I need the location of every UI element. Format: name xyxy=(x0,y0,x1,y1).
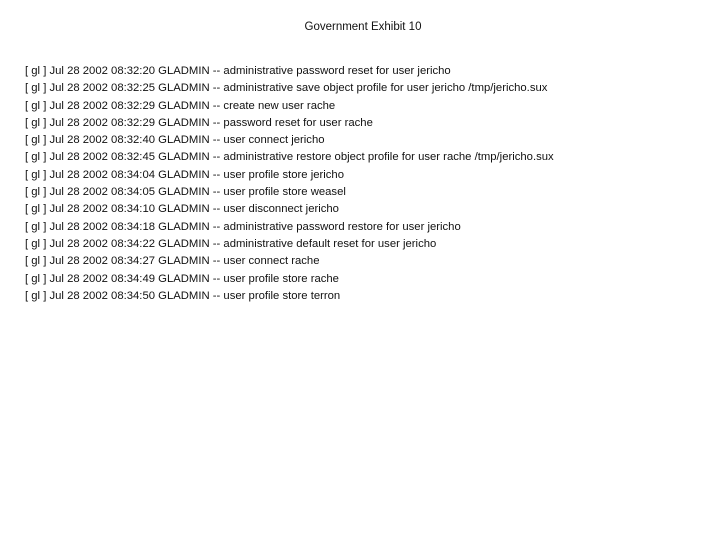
log-line: [ gl ] Jul 28 2002 08:32:29 GLADMIN -- password reset for user rache xyxy=(25,116,373,129)
exhibit-title: Government Exhibit 10 xyxy=(304,21,422,33)
log-line: [ gl ] Jul 28 2002 08:32:20 GLADMIN -- administrative password reset for user jericho xyxy=(25,65,451,77)
log-line: [ gl ] Jul 28 2002 08:34:22 GLADMIN -- administrative default reset for user jericho xyxy=(25,237,437,250)
log-line: [ gl ] Jul 28 2002 08:34:27 GLADMIN -- user connect rache xyxy=(25,255,320,268)
log-line: [ gl ] Jul 28 2002 08:34:49 GLADMIN -- user profile store rache xyxy=(25,272,339,285)
log-list xyxy=(25,63,554,305)
log-line: [ gl ] Jul 28 2002 08:34:50 GLADMIN -- user profile store terron xyxy=(25,289,341,302)
log-line: [ gl ] Jul 28 2002 08:34:04 GLADMIN -- user profile store jericho xyxy=(25,168,344,181)
log-line: [ gl ] Jul 28 2002 08:34:18 GLADMIN -- administrative password restore for user jericho xyxy=(25,220,461,233)
log-line: [ gl ] Jul 28 2002 08:32:25 GLADMIN -- administrative save object profile for user jericho /tmp/jericho.sux xyxy=(25,82,548,95)
log-line: [ gl ] Jul 28 2002 08:32:40 GLADMIN -- user connect jericho xyxy=(25,134,325,147)
log-line: [ gl ] Jul 28 2002 08:32:45 GLADMIN -- administrative restore object profile for user rache /tmp/jericho.sux xyxy=(25,151,554,164)
log-line: [ gl ] Jul 28 2002 08:34:05 GLADMIN -- user profile store weasel xyxy=(25,186,346,199)
log-line: [ gl ] Jul 28 2002 08:32:29 GLADMIN -- create new user rache xyxy=(25,99,336,112)
log-line: [ gl ] Jul 28 2002 08:34:10 GLADMIN -- user disconnect jericho xyxy=(25,203,339,216)
